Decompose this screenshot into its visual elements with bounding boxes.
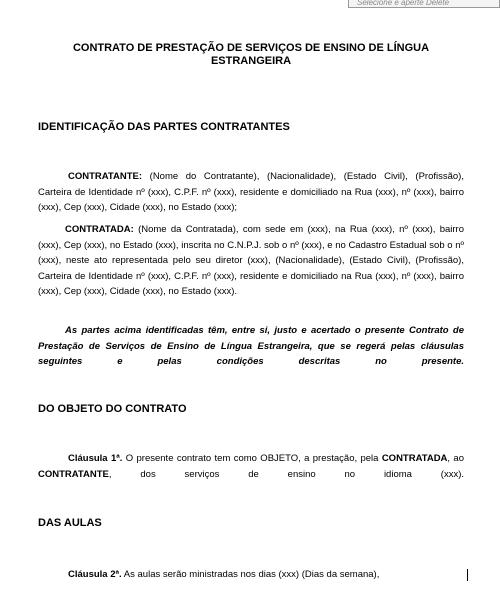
clausula-2-text: As aulas serão ministradas nos dias (xxx) (Dias da semana), bbox=[121, 569, 380, 580]
contratada-label: CONTRATADA: bbox=[65, 224, 134, 235]
document-title: CONTRATO DE PRESTAÇÃO DE SERVIÇOS DE ENSINO DE LÍNGUA ESTRANGEIRA bbox=[72, 42, 430, 67]
paragraph-preamble[interactable] bbox=[38, 323, 464, 370]
section-heading-objeto: DO OBJETO DO CONTRATO bbox=[38, 403, 187, 415]
clausula-1-contratada: CONTRATADA bbox=[381, 453, 448, 464]
contratante-label: CONTRATANTE: bbox=[68, 171, 143, 182]
clausula-2-label: Cláusula 2ª. bbox=[68, 569, 122, 580]
preamble-text: As partes acima identificadas têm, entre si, justo e acertado o presente Contrato de Prestação de Serviços de Ensino de Língua Estrangeira, que se regerá pelas cláusulas seguintes e pelas condições descritas no presente. bbox=[38, 325, 464, 367]
section-heading-aulas: DAS AULAS bbox=[38, 517, 102, 529]
contratante-text: (Nome do Contratante), (Nacionalidade), (Estado Civil), (Profissão), Carteira de Identidade nº (xxx), C.P.F. nº (xxx), residente e domiciliado na Rua (xxx), nº (xxx), bairro (xxx), Cep (xxx), Cidade (xxx), no Estado (xxx); bbox=[38, 171, 464, 213]
clausula-1-text-1: O presente contrato tem como OBJETO, a prestação, pela bbox=[122, 453, 382, 464]
section-heading-identificacao: IDENTIFICAÇÃO DAS PARTES CONTRATANTES bbox=[38, 121, 290, 133]
delete-hint-text: Selecione e aperte Delete bbox=[357, 0, 450, 7]
contratada-text: (Nome da Contratada), com sede em (xxx), na Rua (xxx), nº (xxx), bairro (xxx), Cep (xxx), no Estado (xxx), inscrita no C.N.P.J. sob o nº (xxx), e no Cadastro Estadual sob o nº (xxx), neste ato representada pelo seu diretor (xxx), (Nacionalidade), (Estado Civil), (Profissão), Carteira de Identidade nº (xxx), C.P.F. nº (xxx), residente e domiciliado na Rua (xxx), nº (xxx), bairro (xxx), Cep (xxx), Cidade (xxx), no Estado (xxx). bbox=[38, 224, 464, 297]
text-cursor bbox=[467, 569, 468, 581]
paragraph-contratante[interactable] bbox=[38, 169, 464, 216]
clausula-1-text-3: , dos serviços de ensino no idioma (xxx). bbox=[108, 468, 464, 480]
clausula-1-label: Cláusula 1ª. bbox=[68, 453, 123, 464]
delete-hint-bar bbox=[348, 0, 500, 8]
clausula-1-text-2: , ao bbox=[447, 453, 464, 464]
paragraph-clausula-1[interactable] bbox=[38, 451, 464, 482]
clausula-1-contratante: CONTRATANTE bbox=[38, 468, 109, 480]
paragraph-contratada[interactable] bbox=[38, 222, 464, 300]
paragraph-clausula-2[interactable] bbox=[38, 567, 464, 583]
